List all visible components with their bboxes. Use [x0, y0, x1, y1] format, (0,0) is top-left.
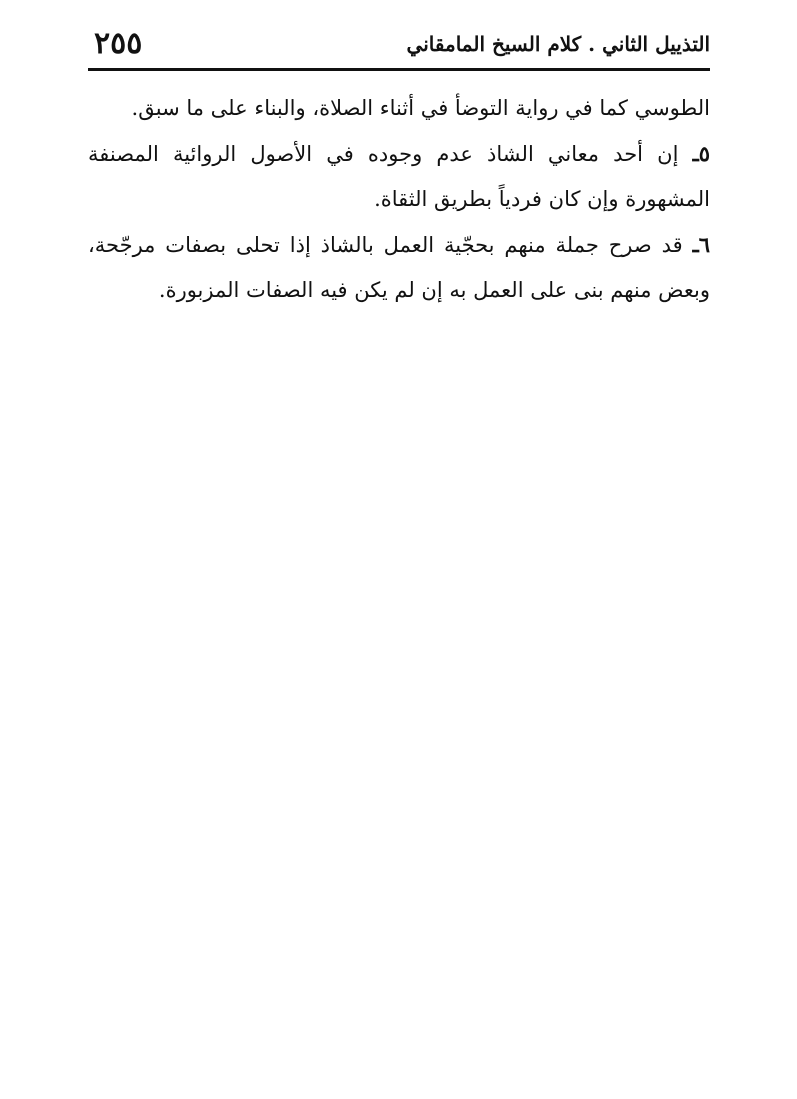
- paragraph-continuation: [88, 86, 710, 131]
- paragraph-item-6: [88, 222, 710, 313]
- paragraph-text: إن أحد معاني الشاذ عدم وجوده في الأصول الروائية المصنفة المشهورة وإن كان فردياً بطريق الثقاة.: [88, 142, 710, 211]
- body-text: [88, 86, 710, 313]
- paragraph-item-5: [88, 131, 710, 222]
- running-header: [88, 26, 710, 68]
- item-number: ٦ـ: [692, 232, 710, 257]
- header-title: التذييل الثاني . كلام السيخ المامقاني: [406, 32, 710, 56]
- paragraph-text: قد صرح جملة منهم بحجّية العمل بالشاذ إذا تحلى بصفات مرجّحة، وبعض منهم بنى على العمل به إن لم يكن فيه الصفات المزبورة.: [88, 233, 710, 302]
- page-number: ٢٥٥: [94, 26, 143, 61]
- item-number: ٥ـ: [692, 141, 710, 166]
- paragraph-text: الطوسي كما في رواية التوضأ في أثناء الصلاة، والبناء على ما سبق.: [131, 96, 710, 120]
- header-rule: [88, 68, 710, 71]
